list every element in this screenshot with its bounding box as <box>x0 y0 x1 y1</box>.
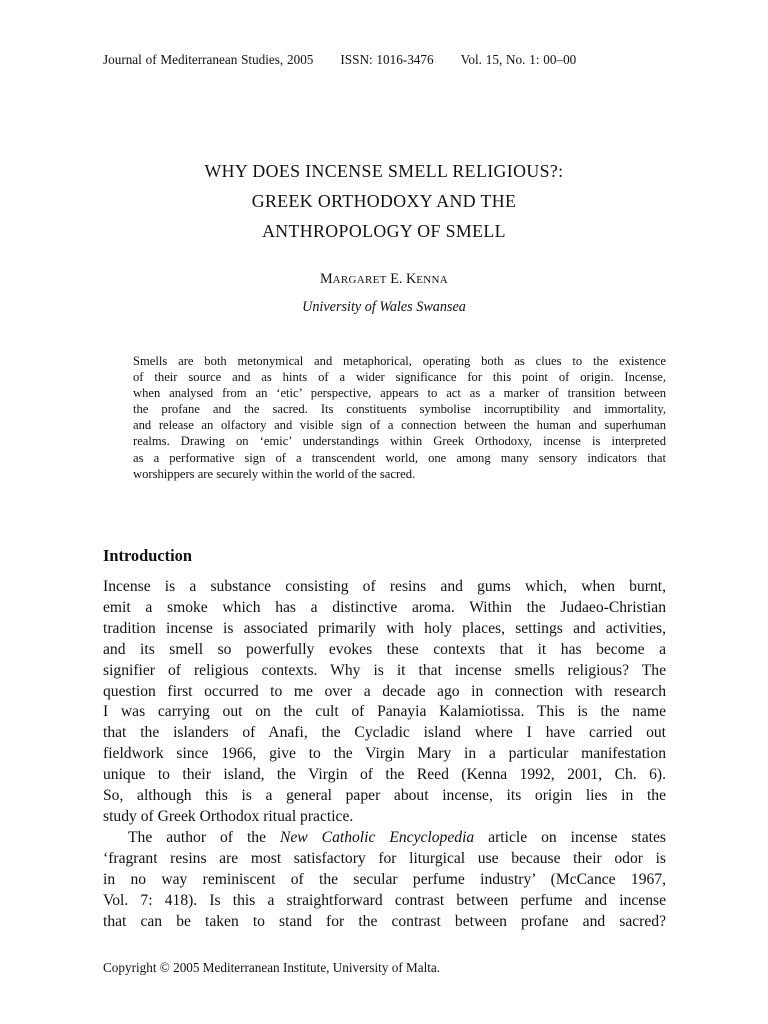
body-line: Vol. 7: 418). Is this a straightforward contrast between perfume and incense <box>103 891 666 909</box>
volume-info: Vol. 15, No. 1: 00–00 <box>460 52 577 67</box>
body-line: in no way reminiscent of the secular perfume industry’ (McCance 1967, <box>103 870 666 888</box>
body-line: study of Greek Orthodox ritual practice. <box>103 807 354 825</box>
body-line: and its smell so powerfully evokes these contexts that it has become a <box>103 640 666 658</box>
body-line: I was carrying out on the cult of Panayia Kalamiotissa. This is the name <box>103 703 666 721</box>
body-line: Incense is a substance consisting of resins and gums which, when burnt, <box>103 578 666 595</box>
body-line: that can be taken to stand for the contrast between profane and sacred? <box>103 912 666 930</box>
journal-name: Journal of Mediterranean Studies, 2005 <box>103 52 314 67</box>
body-line: unique to their island, the Virgin of the Reed (Kenna 1992, 2001, Ch. 6). <box>103 766 666 784</box>
body-line: question first occurred to me over a decade ago in connection with research <box>103 682 666 700</box>
author-name: MARGARET E. KENNA <box>320 271 448 287</box>
abstract-line: the profane and the sacred. Its constituents symbolise incorruptibility and immortality, <box>133 402 666 417</box>
abstract-line: Smells are both metonymical and metaphorical, operating both as clues to the existence <box>133 354 666 368</box>
introduction-body <box>103 577 666 932</box>
abstract-line: as a performative sign of a transcendent world, one among many sensory indicators that <box>133 450 666 465</box>
issn: ISSN: 1016-3476 <box>340 52 434 67</box>
abstract <box>133 353 666 482</box>
author-affiliation: University of Wales Swansea <box>302 299 466 315</box>
body-line: So, although this is a general paper about incense, its origin lies in the <box>103 787 666 805</box>
body-line: signifier of religious contexts. Why is it that incense smells religious? The <box>103 661 666 679</box>
abstract-line: worshippers are securely within the world of the sacred. <box>133 466 416 481</box>
section-heading-introduction: Introduction <box>103 546 192 565</box>
abstract-line: realms. Drawing on ‘emic’ understandings within Greek Orthodoxy, incense is interpreted <box>133 434 666 449</box>
body-line: that the islanders of Anafi, the Cycladic island where I have carried out <box>103 724 666 742</box>
body-line: ‘fragrant resins are most satisfactory for liturgical use because their odor is <box>103 849 666 867</box>
abstract-line: and release an olfactory and visible sign of a connection between the human and superhuman <box>133 418 666 433</box>
body-line: tradition incense is associated primarily with holy places, settings and activities, <box>103 619 666 637</box>
running-header <box>103 52 576 68</box>
copyright-footer: Copyright © 2005 Mediterranean Institute, University of Malta. <box>103 960 441 975</box>
title-line: GREEK ORTHODOXY AND THE <box>251 191 517 211</box>
title-line: ANTHROPOLOGY OF SMELL <box>262 221 506 241</box>
title-line: WHY DOES INCENSE SMELL RELIGIOUS?: <box>204 161 564 181</box>
body-line: fieldwork since 1966, give to the Virgin Mary in a particular manifestation <box>103 745 666 763</box>
body-line: The author of the New Catholic Encyclopedia article on incense states <box>128 828 667 846</box>
encyclopedia-title: New Catholic Encyclopedia <box>279 828 475 846</box>
body-line: emit a smoke which has a distinctive aroma. Within the Judaeo-Christian <box>103 598 666 616</box>
abstract-line: of their source and as hints of a wider significance for this point of origin. Incense, <box>133 370 666 385</box>
article-title <box>0 156 768 246</box>
abstract-line: when analysed from an ‘etic’ perspective, appears to act as a marker of transition between <box>133 386 666 401</box>
